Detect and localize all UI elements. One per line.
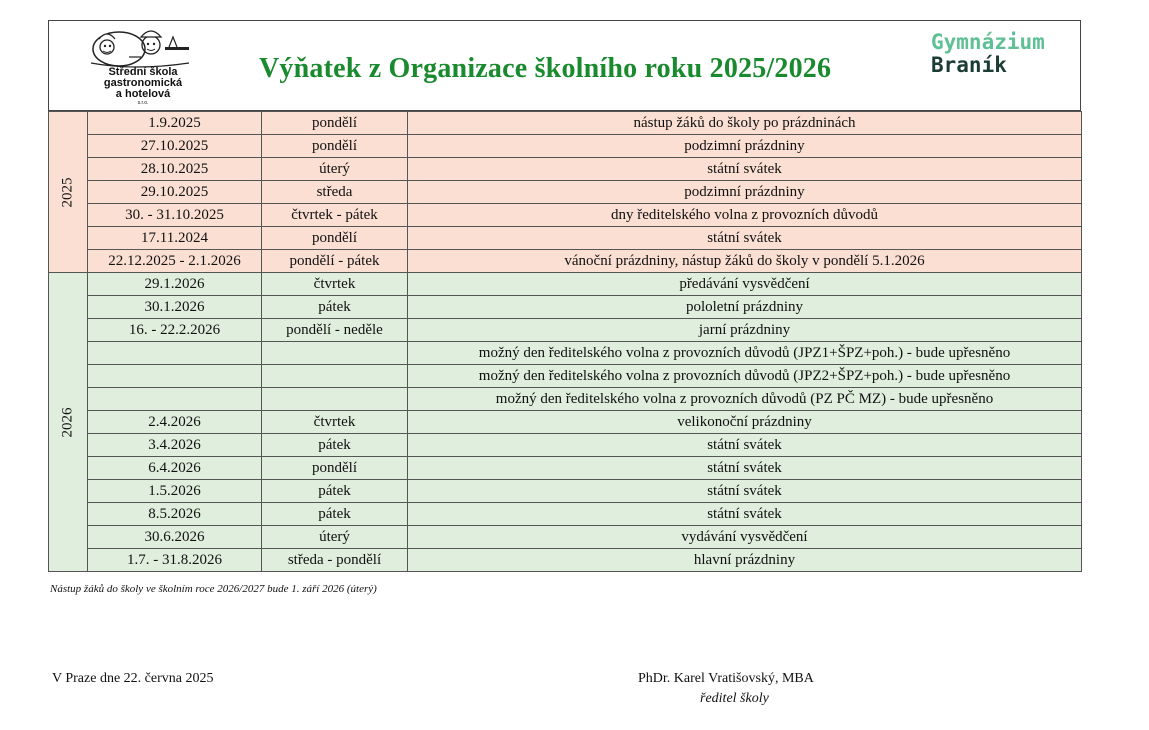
description-cell: možný den ředitelského volna z provozních důvodů (PZ PČ MZ) - bude upřesněno — [408, 388, 1082, 411]
description-cell: státní svátek — [408, 434, 1082, 457]
day-cell: pondělí — [262, 135, 408, 158]
signatory-role: ředitel školy — [700, 691, 769, 706]
day-cell — [262, 342, 408, 365]
description-cell: státní svátek — [408, 227, 1082, 250]
description-cell: podzimní prázdniny — [408, 135, 1082, 158]
date-cell: 17.11.2024 — [88, 227, 262, 250]
description-cell: možný den ředitelského volna z provozních důvodů (JPZ2+ŠPZ+poh.) - bude upřesněno — [408, 365, 1082, 388]
day-cell — [262, 388, 408, 411]
day-cell: pondělí - neděle — [262, 319, 408, 342]
document-frame — [48, 20, 1081, 572]
day-cell: čtvrtek — [262, 411, 408, 434]
description-cell: vydávání vysvědčení — [408, 526, 1082, 549]
table-row — [49, 250, 1082, 273]
date-cell: 1.9.2025 — [88, 112, 262, 135]
date-cell: 3.4.2026 — [88, 434, 262, 457]
chef-mascot-icon — [85, 27, 197, 69]
description-cell: státní svátek — [408, 158, 1082, 181]
day-cell: pondělí — [262, 112, 408, 135]
school-name-line: gastronomická — [103, 77, 183, 89]
day-cell: pátek — [262, 296, 408, 319]
table-row — [49, 135, 1082, 158]
day-cell: středa - pondělí — [262, 549, 408, 572]
date-cell: 30.6.2026 — [88, 526, 262, 549]
day-cell: čtvrtek — [262, 273, 408, 296]
table-row — [49, 365, 1082, 388]
table-row — [49, 158, 1082, 181]
description-cell: dny ředitelského volna z provozních důvodů — [408, 204, 1082, 227]
description-cell: možný den ředitelského volna z provozních důvodů (JPZ1+ŠPZ+poh.) - bude upřesněno — [408, 342, 1082, 365]
date-cell: 29.10.2025 — [88, 181, 262, 204]
table-row — [49, 181, 1082, 204]
description-cell: nástup žáků do školy po prázdninách — [408, 112, 1082, 135]
date-cell: 2.4.2026 — [88, 411, 262, 434]
date-cell: 28.10.2025 — [88, 158, 262, 181]
school-legal-form: s.r.o. — [137, 100, 149, 106]
table-row — [49, 503, 1082, 526]
page-title: Výňatek z Organizace školního roku 2025/2026 — [259, 53, 832, 84]
date-cell: 8.5.2026 — [88, 503, 262, 526]
table-row — [49, 411, 1082, 434]
date-cell: 22.12.2025 - 2.1.2026 — [88, 250, 262, 273]
year-label: 2025 — [59, 177, 76, 207]
school-name-line: Střední škola — [108, 66, 178, 78]
date-cell: 16. - 22.2.2026 — [88, 319, 262, 342]
table-row — [49, 227, 1082, 250]
table-row — [49, 204, 1082, 227]
date-cell: 30. - 31.10.2025 — [88, 204, 262, 227]
signature-block — [638, 671, 858, 707]
school-name — [89, 67, 197, 106]
description-cell: státní svátek — [408, 457, 1082, 480]
table-row — [49, 319, 1082, 342]
description-cell: podzimní prázdniny — [408, 181, 1082, 204]
table-row — [49, 296, 1082, 319]
school-logo — [85, 27, 197, 105]
signatory-name: PhDr. Karel Vratišovský, MBA — [638, 671, 814, 686]
day-cell: pátek — [262, 434, 408, 457]
day-cell: pondělí — [262, 227, 408, 250]
day-cell — [262, 365, 408, 388]
gymnazium-logo-bottom-text: Braník — [931, 53, 1007, 77]
description-cell: předávání vysvědčení — [408, 273, 1082, 296]
day-cell: úterý — [262, 158, 408, 181]
date-cell — [88, 388, 262, 411]
day-cell: pondělí - pátek — [262, 250, 408, 273]
table-row — [49, 526, 1082, 549]
day-cell: středa — [262, 181, 408, 204]
place-date: V Praze dne 22. června 2025 — [52, 671, 214, 686]
date-cell: 6.4.2026 — [88, 457, 262, 480]
date-cell: 30.1.2026 — [88, 296, 262, 319]
date-cell: 27.10.2025 — [88, 135, 262, 158]
gymnazium-logo — [931, 30, 1081, 90]
description-cell: státní svátek — [408, 503, 1082, 526]
table-row — [49, 112, 1082, 135]
description-cell: hlavní prázdniny — [408, 549, 1082, 572]
day-cell: čtvrtek - pátek — [262, 204, 408, 227]
description-cell: státní svátek — [408, 480, 1082, 503]
year-label-cell — [49, 273, 88, 572]
description-cell: pololetní prázdniny — [408, 296, 1082, 319]
schedule-table — [48, 111, 1082, 572]
description-cell: vánoční prázdniny, nástup žáků do školy v pondělí 5.1.2026 — [408, 250, 1082, 273]
year-label: 2026 — [59, 407, 76, 437]
school-name-line: a hotelová — [115, 88, 171, 100]
description-cell: jarní prázdniny — [408, 319, 1082, 342]
footnote: Nástup žáků do školy ve školním roce 2026/2027 bude 1. září 2026 (úterý) — [50, 583, 377, 595]
day-cell: úterý — [262, 526, 408, 549]
table-row — [49, 457, 1082, 480]
date-cell — [88, 342, 262, 365]
gymnazium-logo-bottom — [931, 54, 1013, 76]
day-cell: pátek — [262, 480, 408, 503]
table-row — [49, 480, 1082, 503]
date-cell: 1.5.2026 — [88, 480, 262, 503]
gymnazium-logo-top: Gymnázium — [931, 30, 1045, 54]
schedule-body — [49, 112, 1082, 572]
table-row — [49, 342, 1082, 365]
table-row — [49, 273, 1082, 296]
day-cell: pátek — [262, 503, 408, 526]
date-cell: 1.7. - 31.8.2026 — [88, 549, 262, 572]
day-cell: pondělí — [262, 457, 408, 480]
description-cell: velikonoční prázdniny — [408, 411, 1082, 434]
table-row — [49, 549, 1082, 572]
date-cell — [88, 365, 262, 388]
table-row — [49, 388, 1082, 411]
header — [48, 20, 1081, 111]
year-label-cell — [49, 112, 88, 273]
table-row — [49, 434, 1082, 457]
date-cell: 29.1.2026 — [88, 273, 262, 296]
